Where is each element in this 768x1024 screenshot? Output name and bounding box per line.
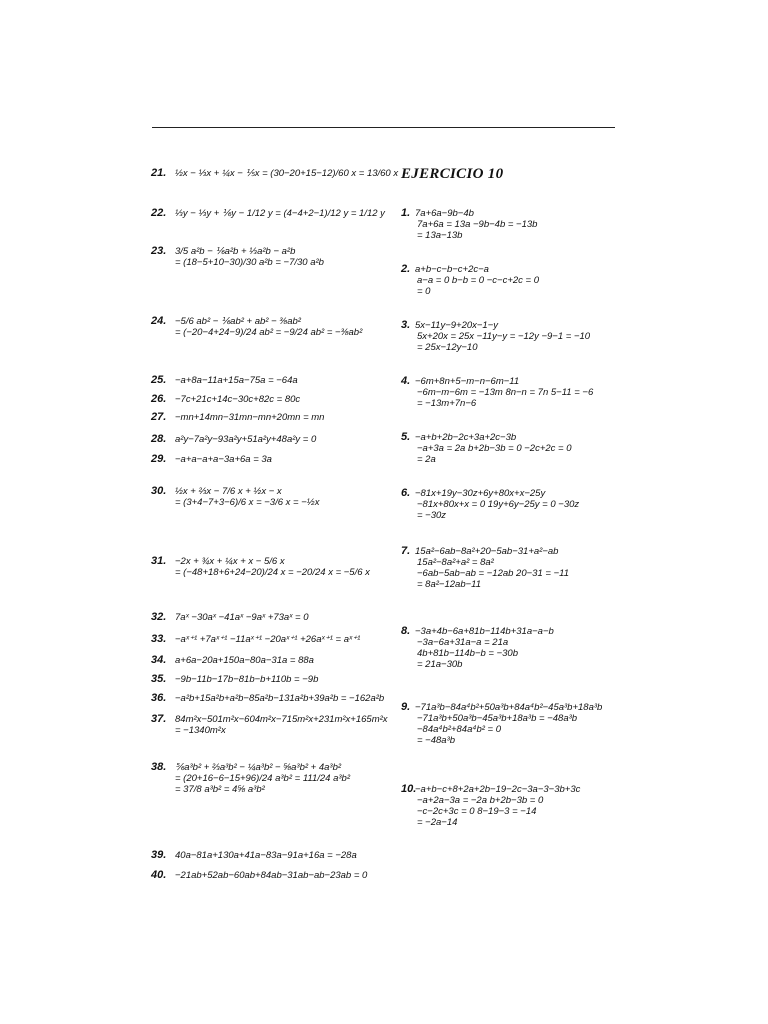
left-exercise [151, 674, 318, 685]
left-exercise [151, 412, 324, 423]
left-exercise [151, 168, 398, 179]
expression-text: −81x+80x+x = 0 19y+6y−25y = 0 −30z [417, 499, 580, 510]
exercise-step [401, 342, 590, 353]
expression-text: a+6a−20a+150a−80a−31a = 88a [175, 655, 314, 666]
exercise-step [401, 557, 569, 568]
exercise-number: 22. [151, 207, 167, 219]
exercise-step [401, 817, 580, 828]
expression-text: ½x + ⅔x − 7/6 x + ½x − x [175, 486, 282, 497]
exercise-statement [401, 208, 537, 219]
exercise-statement [401, 546, 569, 557]
exercise-step [401, 568, 569, 579]
expression-text: −7c+21c+14c−30c+82c = 80c [175, 394, 301, 405]
expression-text: 3/5 a²b − ⅙a²b + ⅓a²b − a²b [175, 246, 296, 257]
expression-text: = −30z [417, 510, 447, 521]
expression-text: −3a+4b−6a+81b−114b+31a−a−b [415, 626, 554, 637]
expression-text: = 25x−12y−10 [417, 342, 478, 353]
exercise-statement [151, 674, 318, 685]
exercise-step [151, 784, 350, 795]
expression-text: −a+b+2b−2c+3a+2c−3b [415, 432, 517, 443]
exercise-number: 39. [151, 849, 167, 861]
exercise-statement [151, 394, 300, 405]
exercise-step [401, 398, 593, 409]
expression-text: −a+2a−3a = −2a b+2b−3b = 0 [417, 795, 544, 806]
exercise-statement [401, 376, 593, 387]
exercise-statement [401, 320, 590, 331]
exercise-step [151, 257, 324, 268]
expression-text: = (−20−4+24−9)/24 ab² = −9/24 ab² = −⅜ab² [175, 327, 363, 338]
exercise-number: 5. [401, 431, 411, 443]
exercise-statement [151, 208, 385, 219]
exercise-number: 35. [151, 673, 167, 685]
exercise-statement [151, 486, 319, 497]
exercise-number: 6. [401, 487, 411, 499]
exercise-number: 32. [151, 611, 167, 623]
exercise-number: 7. [401, 545, 411, 557]
expression-text: −a+a−a+a−3a+6a = 3a [175, 454, 272, 465]
exercise-number: 27. [151, 411, 167, 423]
expression-text: 40a−81a+130a+41a−83a−91a+16a = −28a [175, 850, 357, 861]
expression-text: −5/6 ab² − ⅙ab² + ab² − ⅜ab² [175, 316, 301, 327]
expression-text: −21ab+52ab−60ab+84ab−31ab−ab−23ab = 0 [175, 870, 368, 881]
exercise-step [151, 497, 319, 508]
expression-text: −a+8a−11a+15a−75a = −64a [175, 375, 298, 386]
exercise-number: 37. [151, 713, 167, 725]
left-exercise [151, 762, 350, 795]
expression-text: −aˣ⁺¹ +7aˣ⁺¹ −11aˣ⁺¹ −20aˣ⁺¹ +26aˣ⁺¹ = aˣ⁺¹ [175, 634, 361, 645]
exercise-statement [151, 375, 298, 386]
exercise-number: 33. [151, 633, 167, 645]
exercise-statement [151, 870, 367, 881]
exercise-step [401, 724, 602, 735]
expression-text: = (−48+18+6+24−20)/24 x = −20/24 x = −5/6 x [175, 567, 370, 578]
exercise-number: 28. [151, 433, 167, 445]
exercise-step [151, 725, 388, 736]
expression-text: 7a+6a = 13a −9b−4b = −13b [417, 219, 538, 230]
left-exercise [151, 850, 357, 861]
right-exercise [401, 488, 579, 521]
expression-text: = 8a²−12ab−11 [417, 579, 482, 590]
expression-text: ½x − ⅓x + ¼x − ⅕x = (30−20+15−12)/60 x = 13/60 x [175, 168, 399, 179]
left-exercise [151, 246, 324, 268]
exercise-step [401, 659, 554, 670]
left-exercise [151, 486, 319, 508]
exercise-statement [151, 168, 398, 179]
expression-text: −6m+8n+5−m−n−6m−11 [415, 376, 520, 387]
exercise-statement [401, 264, 539, 275]
expression-text: 15a²−6ab−8a²+20−5ab−31+a²−ab [415, 546, 559, 557]
exercise-step [401, 331, 590, 342]
exercise-step [401, 713, 602, 724]
expression-text: −81x+19y−30z+6y+80x+x−25y [415, 488, 546, 499]
right-exercise [401, 546, 569, 590]
exercise-step [401, 795, 580, 806]
right-exercise [401, 626, 554, 670]
expression-text: −71a³b−84a⁴b²+50a³b+84a⁴b²−45a³b+18a³b [415, 702, 603, 713]
expression-text: 7aˣ −30aˣ −41aˣ −9aˣ +73aˣ = 0 [175, 612, 309, 623]
exercise-statement [151, 556, 370, 567]
expression-text: −84a⁴b²+84a⁴b² = 0 [417, 724, 502, 735]
right-exercise [401, 784, 580, 828]
right-exercise [401, 264, 539, 297]
exercise-number: 29. [151, 453, 167, 465]
expression-text: 15a²−8a²+a² = 8a² [417, 557, 494, 568]
exercise-step [151, 567, 370, 578]
exercise-number: 40. [151, 869, 167, 881]
expression-text: = 0 [417, 286, 431, 297]
exercise-step [401, 579, 569, 590]
exercise-step [401, 219, 537, 230]
exercise-step [401, 648, 554, 659]
expression-text: 84m²x−501m²x−604m²x−715m²x+231m²x+165m²x [175, 714, 388, 725]
exercise-statement [401, 626, 554, 637]
exercise-statement [151, 454, 272, 465]
expression-text: ⅚a³b² + ⅔a³b² − ¼a³b² − ⅝a³b² + 4a³b² [175, 762, 342, 773]
exercise-statement [151, 850, 357, 861]
exercise-number: 26. [151, 393, 167, 405]
left-exercise [151, 454, 272, 465]
exercise-statement [151, 693, 384, 704]
left-exercise [151, 375, 298, 386]
exercise-number: 38. [151, 761, 167, 773]
exercise-number: 23. [151, 245, 167, 257]
left-exercise [151, 693, 384, 704]
exercise-number: 10. [401, 783, 417, 795]
left-exercise [151, 556, 370, 578]
expression-text: −a+3a = 2a b+2b−3b = 0 −2c+2c = 0 [417, 443, 572, 454]
expression-text: −mn+14mn−31mn−mn+20mn = mn [175, 412, 325, 423]
expression-text: −6m−m−6m = −13m 8n−n = 7n 5−11 = −6 [417, 387, 594, 398]
right-exercise [401, 432, 572, 465]
expression-text: 4b+81b−114b−b = −30b [417, 648, 518, 659]
exercise-statement [401, 784, 580, 795]
exercise-statement [151, 612, 309, 623]
exercise-number: 1. [401, 207, 411, 219]
expression-text: = 2a [417, 454, 436, 465]
exercise-step [401, 637, 554, 648]
expression-text: 5x+20x = 25x −11y−y = −12y −9−1 = −10 [417, 331, 591, 342]
exercise-step [401, 230, 537, 241]
exercise-step [401, 275, 539, 286]
expression-text: −2x + ¾x + ¼x + x − 5/6 x [175, 556, 285, 567]
exercise-step [151, 327, 362, 338]
expression-text: = −1340m²x [175, 725, 226, 736]
expression-text: 7a+6a−9b−4b [415, 208, 474, 219]
expression-text: −6ab−5ab−ab = −12ab 20−31 = −11 [417, 568, 569, 579]
expression-text: = (3+4−7+3−6)/6 x = −3/6 x = −½x [175, 497, 320, 508]
expression-text: = −2a−14 [417, 817, 458, 828]
exercise-statement [151, 316, 362, 327]
exercise-step [401, 443, 572, 454]
exercise-step [401, 735, 602, 746]
left-exercise [151, 655, 314, 666]
exercise-statement [151, 434, 316, 445]
exercise-statement [151, 634, 360, 645]
exercise-number: 2. [401, 263, 411, 275]
left-exercise [151, 612, 309, 623]
expression-text: = 21a−30b [417, 659, 463, 670]
exercise-statement [151, 714, 388, 725]
exercise-number: 25. [151, 374, 167, 386]
exercise-statement [151, 412, 324, 423]
left-exercise [151, 316, 362, 338]
expression-text: = 13a−13b [417, 230, 463, 241]
left-exercise [151, 870, 367, 881]
exercise-step [401, 286, 539, 297]
expression-text: −9b−11b−17b−81b−b+110b = −9b [175, 674, 319, 685]
expression-text: −a²b+15a²b+a²b−85a²b−131a²b+39a²b = −162a²b [175, 693, 385, 704]
expression-text: = −48a³b [417, 735, 456, 746]
expression-text: = (20+16−6−15+96)/24 a³b² = 111/24 a³b² [175, 773, 351, 784]
expression-text: a+b−c−b−c+2c−a [415, 264, 489, 275]
right-exercise [401, 208, 537, 241]
left-exercise [151, 208, 385, 219]
exercise-step [401, 499, 579, 510]
expression-text: −3a−6a+31a−a = 21a [417, 637, 509, 648]
exercise-step [401, 387, 593, 398]
exercise-heading: EJERCICIO 10 [401, 166, 504, 182]
expression-text: 5x−11y−9+20x−1−y [415, 320, 499, 331]
exercise-step [401, 806, 580, 817]
left-exercise [151, 434, 316, 445]
exercise-number: 34. [151, 654, 167, 666]
exercise-number: 4. [401, 375, 411, 387]
exercise-number: 36. [151, 692, 167, 704]
top-rule [152, 127, 615, 128]
expression-text: = −13m+7n−6 [417, 398, 477, 409]
right-exercise [401, 320, 590, 353]
right-exercise [401, 376, 593, 409]
exercise-statement [401, 702, 602, 713]
expression-text: = 37/8 a³b² = 4⅝ a³b² [175, 784, 265, 795]
expression-text: −c−2c+3c = 0 8−19−3 = −14 [417, 806, 537, 817]
expression-text: a−a = 0 b−b = 0 −c−c+2c = 0 [417, 275, 540, 286]
exercise-statement [151, 655, 314, 666]
exercise-step [151, 773, 350, 784]
exercise-statement [151, 246, 324, 257]
right-column [401, 166, 636, 828]
exercise-number: 9. [401, 701, 411, 713]
right-exercise [401, 702, 602, 746]
left-exercise [151, 394, 300, 405]
exercise-number: 3. [401, 319, 411, 331]
exercise-statement [401, 432, 572, 443]
expression-text: = (18−5+10−30)/30 a²b = −7/30 a²b [175, 257, 324, 268]
expression-text: −71a³b+50a³b−45a³b+18a³b = −48a³b [417, 713, 578, 724]
expression-text: a²y−7a²y−93a²y+51a²y+48a²y = 0 [175, 434, 317, 445]
expression-text: −a+b−c+8+2a+2b−19−2c−3a−3−3b+3c [415, 784, 581, 795]
exercise-number: 30. [151, 485, 167, 497]
left-exercise [151, 714, 388, 736]
left-exercise [151, 634, 360, 645]
exercise-number: 24. [151, 315, 167, 327]
exercise-step [401, 454, 572, 465]
exercise-statement [401, 488, 579, 499]
exercise-step [401, 510, 579, 521]
exercise-statement [151, 762, 350, 773]
exercise-number: 8. [401, 625, 411, 637]
exercise-number: 21. [151, 167, 167, 179]
exercise-number: 31. [151, 555, 167, 567]
expression-text: ⅓y − ⅓y + ⅙y − 1/12 y = (4−4+2−1)/12 y = 1/12 y [175, 208, 385, 219]
